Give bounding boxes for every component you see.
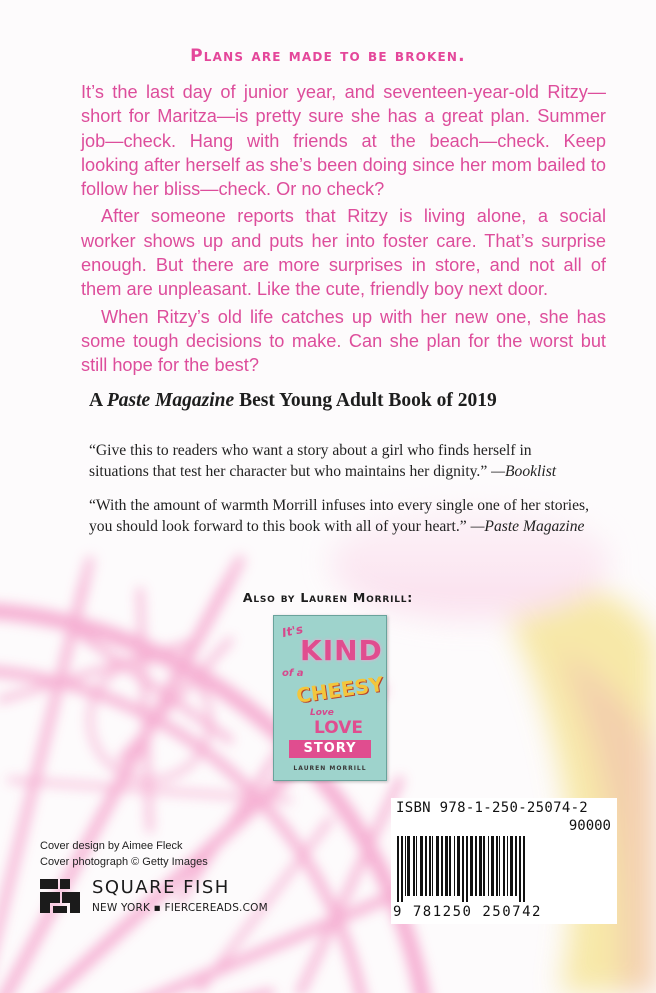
review-quote-paste: “With the amount of warmth Morrill infuses into every single one of her stories, you should look forward to this book with all of your heart.” —Paste Magazine xyxy=(89,497,589,535)
isbn-number: ISBN 978-1-250-25074-2 xyxy=(396,800,589,816)
cover-credits xyxy=(40,838,208,870)
barcode-bar xyxy=(491,836,494,896)
quote-source: —Paste Magazine xyxy=(470,518,585,535)
barcode-bar xyxy=(436,836,439,896)
quote-source: —Booklist xyxy=(491,463,557,480)
barcode-bar xyxy=(475,836,477,896)
synopsis-paragraph-1: It’s the last day of junior year, and seventeen-year-old Ritzy—short for Maritza—is pretty sure she has a great plan. Summer job—check. Hang with friends at the beach—check. Keep looking after herself as she’s been doing since her mom bailed to follow her bliss—check. Or no check? xyxy=(81,82,606,200)
book-title-word: It's xyxy=(280,621,305,641)
barcode-bar xyxy=(523,836,525,902)
book-author: LAUREN MORRILL xyxy=(293,765,367,772)
barcode-bar xyxy=(499,836,500,896)
barcode-bar xyxy=(413,836,415,896)
barcode-bars xyxy=(395,836,613,902)
barcode-bar xyxy=(488,836,489,896)
price-code: 90000 xyxy=(568,818,611,834)
barcode-bar xyxy=(496,836,498,896)
barcode-bar xyxy=(405,836,406,896)
review-quotes xyxy=(89,440,589,550)
award-heading xyxy=(89,390,619,412)
isbn-barcode xyxy=(391,798,617,924)
barcode-bar xyxy=(407,836,410,896)
synopsis xyxy=(81,80,606,378)
award-prefix: A xyxy=(89,390,107,411)
barcode-bar xyxy=(483,836,485,896)
barcode-bar xyxy=(507,836,508,896)
barcode-bar xyxy=(470,836,473,896)
tagline: Plans are made to be broken. xyxy=(190,46,466,66)
barcode-bar xyxy=(420,836,423,896)
barcode-bar xyxy=(397,836,399,902)
square-fish-logo-icon xyxy=(40,879,82,915)
book-title-word: STORY xyxy=(289,740,371,758)
ean-number: 9 781250 250742 xyxy=(393,904,542,920)
barcode-bar xyxy=(454,836,455,896)
book-title-word: of a xyxy=(282,668,304,679)
publisher-location-url: NEW YORK ▪ FIERCEREADS.COM xyxy=(92,902,268,914)
barcode-bar xyxy=(457,836,460,896)
review-quote-booklist: “Give this to readers who want a story about a girl who finds herself in situations that test her character but who maintains her dignity.” —Booklist xyxy=(89,442,557,480)
also-by-heading: Also by Lauren Morrill: xyxy=(242,590,414,605)
book-title-word: CHEESY xyxy=(294,671,385,708)
also-by-book-cover xyxy=(273,615,387,781)
barcode-bar xyxy=(432,836,433,896)
publisher-name: SQUARE FISH xyxy=(92,877,230,898)
barcode-bar xyxy=(503,836,505,896)
barcode-bar xyxy=(416,836,417,896)
barcode-bar xyxy=(441,836,443,896)
barcode-bar xyxy=(449,836,451,896)
book-title-word: LOVE xyxy=(314,718,363,738)
synopsis-paragraph-2: After someone reports that Ritzy is living alone, a social worker shows up and puts her into foster care. That’s surprise enough. But there are more surprises in store, and not all of them are unpleasant. Like the cute, friendly boy next door. xyxy=(81,206,606,300)
barcode-bar xyxy=(425,836,427,896)
barcode-bar xyxy=(519,836,521,902)
book-title-word: Love xyxy=(310,708,334,718)
synopsis-paragraph-3: When Ritzy’s old life catches up with her new one, she has some tough decisions to make. Can she plan for the worst but still hope for the best? xyxy=(81,306,606,376)
barcode-bar xyxy=(445,836,448,896)
barcode-bar xyxy=(510,836,513,896)
barcode-bar xyxy=(462,836,464,902)
barcode-bar xyxy=(466,836,468,902)
barcode-bar xyxy=(479,836,482,896)
cover-design-credit: Cover design by Aimee Fleck xyxy=(40,840,183,852)
book-title-word: KIND xyxy=(300,634,383,667)
barcode-bar xyxy=(401,836,403,902)
award-publication: Paste Magazine xyxy=(106,390,235,411)
award-suffix: Best Young Adult Book of 2019 xyxy=(234,390,497,411)
cover-photo-credit: Cover photograph © Getty Images xyxy=(40,856,208,868)
barcode-bar xyxy=(429,836,431,896)
barcode-bar xyxy=(515,836,517,896)
